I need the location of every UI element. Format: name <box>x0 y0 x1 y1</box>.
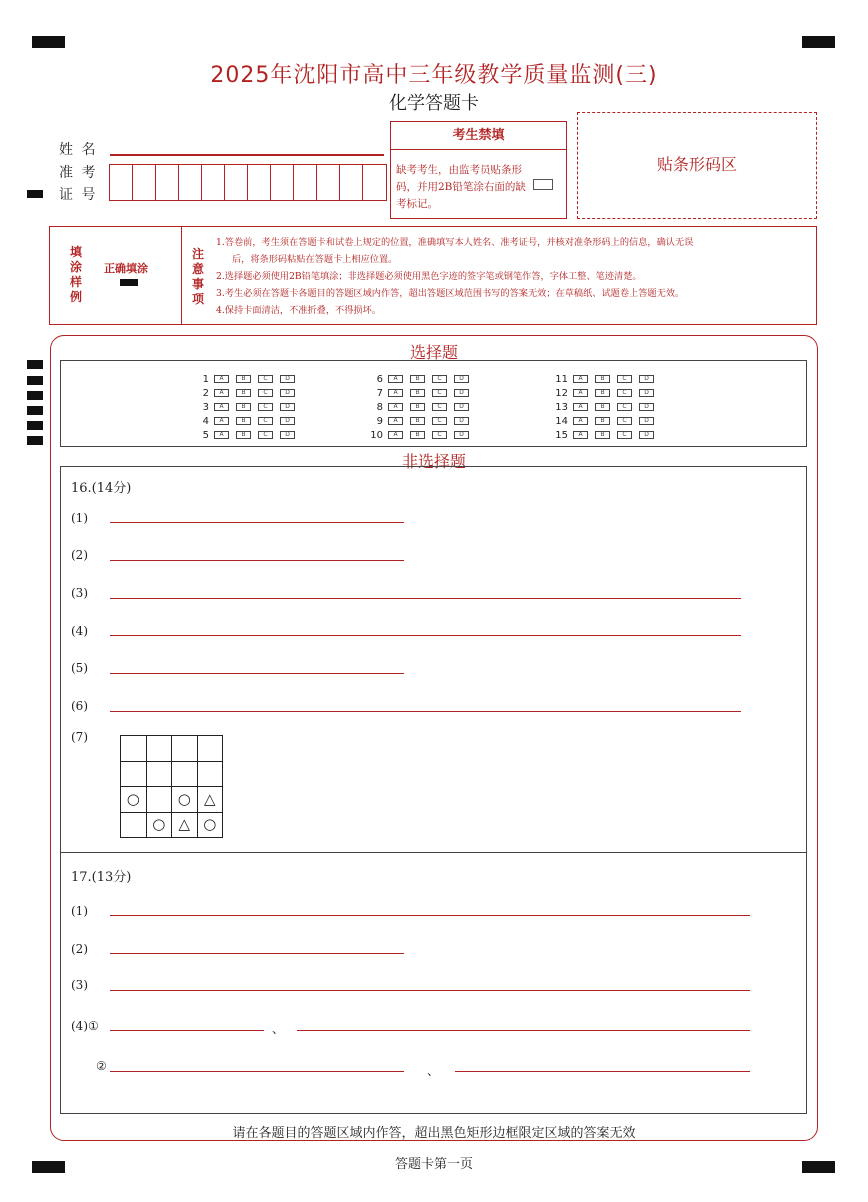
mc-number: 9 <box>376 415 383 427</box>
barcode-area: 贴条形码区 <box>577 112 817 219</box>
mc-option[interactable]: B <box>236 431 251 439</box>
notes-divider <box>181 227 182 324</box>
mc-option[interactable]: D <box>639 417 654 425</box>
answer-separator: 、 <box>427 1064 440 1078</box>
grid-cell[interactable] <box>172 761 198 787</box>
mc-option[interactable]: D <box>280 375 295 383</box>
mc-option[interactable]: D <box>454 389 469 397</box>
q16-part-label: (5) <box>71 661 88 675</box>
mc-number: 8 <box>376 401 383 413</box>
grid-cell[interactable] <box>172 736 198 762</box>
answer-separator: 、 <box>272 1022 285 1036</box>
q17-answer-line[interactable] <box>110 915 750 916</box>
corner-mark-top-right <box>802 36 835 48</box>
q17-answer-line[interactable] <box>110 1071 404 1072</box>
mc-number: 11 <box>555 373 568 385</box>
forbidden-title: 考生禁填 <box>391 122 566 150</box>
q16-answer-line[interactable] <box>110 560 404 561</box>
exam-no-cell[interactable] <box>248 165 271 200</box>
mc-option[interactable]: A <box>388 417 403 425</box>
mc-option[interactable]: D <box>454 403 469 411</box>
mc-option[interactable]: B <box>236 375 251 383</box>
mc-option[interactable]: A <box>573 389 588 397</box>
mc-option[interactable]: B <box>236 417 251 425</box>
side-mark <box>27 421 43 430</box>
notes-box <box>49 226 817 325</box>
mc-option[interactable]: D <box>280 403 295 411</box>
grid-cell[interactable]: ○ <box>172 787 198 813</box>
exam-no-cell[interactable] <box>340 165 363 200</box>
grid-cell[interactable]: ○ <box>121 787 147 813</box>
mc-option[interactable]: D <box>639 431 654 439</box>
mc-number: 15 <box>555 429 568 441</box>
mc-option[interactable]: D <box>280 431 295 439</box>
grid-cell[interactable]: △ <box>197 787 223 813</box>
mc-row <box>195 372 302 386</box>
grid-cell[interactable] <box>121 761 147 787</box>
mc-option[interactable]: C <box>617 431 632 439</box>
q17-part-label: (4)① <box>71 1019 99 1033</box>
grid-cell[interactable] <box>121 736 147 762</box>
mc-number: 14 <box>555 415 568 427</box>
correct-fill-sample <box>120 279 138 286</box>
mc-option[interactable]: C <box>432 403 447 411</box>
mc-option[interactable]: B <box>410 417 425 425</box>
mc-option[interactable]: A <box>573 375 588 383</box>
mc-number: 12 <box>555 387 568 399</box>
q16-answer-line[interactable] <box>110 598 741 599</box>
mc-number: 4 <box>202 415 209 427</box>
q16-answer-line[interactable] <box>110 673 404 674</box>
exam-no-cell[interactable] <box>271 165 294 200</box>
question-separator <box>60 852 807 853</box>
q17-part-label: (1) <box>71 904 88 918</box>
mc-option[interactable]: C <box>432 389 447 397</box>
mc-option[interactable]: B <box>236 403 251 411</box>
mc-option[interactable]: B <box>595 431 610 439</box>
correct-fill-label: 正确填涂 <box>104 262 148 275</box>
mc-option[interactable]: A <box>388 389 403 397</box>
mc-option[interactable]: D <box>639 389 654 397</box>
notice-item: 3.考生必须在答题卡各题目的答题区域内作答，超出答题区域范围书写的答案无效；在草稿纸、试题卷上答题无效。 <box>216 288 685 299</box>
mc-column <box>369 372 476 442</box>
mc-option[interactable]: A <box>388 375 403 383</box>
mc-option[interactable]: A <box>214 389 229 397</box>
mc-row <box>195 400 302 414</box>
absence-mark[interactable] <box>533 179 553 190</box>
mc-number: 6 <box>376 373 383 385</box>
q17-answer-line[interactable] <box>110 1030 264 1031</box>
mc-option[interactable]: D <box>454 417 469 425</box>
q16-grid <box>120 735 223 838</box>
mc-option[interactable]: B <box>410 431 425 439</box>
q16-part-label: (2) <box>71 548 88 562</box>
corner-mark-top-left <box>32 36 65 48</box>
q16-answer-line[interactable] <box>110 522 404 523</box>
side-mark <box>27 391 43 400</box>
mc-option[interactable]: C <box>258 375 273 383</box>
mc-option[interactable]: B <box>236 389 251 397</box>
mc-option[interactable]: A <box>214 431 229 439</box>
examinee-forbidden-box <box>390 121 567 219</box>
mc-row <box>369 414 476 428</box>
grid-cell[interactable] <box>146 761 172 787</box>
exam-no-cell[interactable] <box>225 165 248 200</box>
mc-row <box>550 428 661 442</box>
mc-row <box>369 386 476 400</box>
mc-number: 2 <box>202 387 209 399</box>
mc-option[interactable]: D <box>639 403 654 411</box>
page-subtitle: 化学答题卡 <box>389 93 479 114</box>
q16-part-label: (4) <box>71 624 88 638</box>
name-label: 姓 名 <box>59 142 98 158</box>
exam-no-label: 准 考 <box>59 165 98 181</box>
mc-column <box>195 372 302 442</box>
q17-part-label: (3) <box>71 978 88 992</box>
side-mark <box>27 376 43 385</box>
grid-cell[interactable]: ○ <box>146 812 172 838</box>
mc-option[interactable]: B <box>410 403 425 411</box>
mc-option[interactable]: C <box>617 375 632 383</box>
q16-part-label: (3) <box>71 586 88 600</box>
side-mark <box>27 406 43 415</box>
q16-header: 16.(14分) <box>71 481 132 496</box>
notice-item: 2.选择题必须使用2B铅笔填涂；非选择题必须使用黑色字迹的签字笔或钢笔作答，字体工整、笔迹清楚。 <box>216 271 642 282</box>
notice-item: 后，将条形码粘贴在答题卡上相应位置。 <box>232 254 398 265</box>
q16-answer-line[interactable] <box>110 711 741 712</box>
q17-part-label: ② <box>96 1059 107 1073</box>
mc-option[interactable]: D <box>280 389 295 397</box>
side-mark <box>27 190 43 198</box>
grid-cell[interactable] <box>197 761 223 787</box>
mc-option[interactable]: A <box>214 403 229 411</box>
mc-option[interactable]: A <box>388 431 403 439</box>
mc-option[interactable]: C <box>617 417 632 425</box>
exam-no-cell[interactable] <box>110 165 133 200</box>
mc-option[interactable]: D <box>454 375 469 383</box>
sample-label: 填涂样例 <box>70 245 83 304</box>
mc-option[interactable]: B <box>595 375 610 383</box>
q17-answer-line[interactable] <box>455 1071 750 1072</box>
mc-option[interactable]: A <box>573 417 588 425</box>
q17-answer-line[interactable] <box>297 1030 750 1031</box>
notice-item: 1.答卷前，考生须在答题卡和试卷上规定的位置，准确填写本人姓名、准考证号，并核对准条形码上的信息，确认无误 <box>216 237 694 248</box>
mc-option[interactable]: C <box>258 403 273 411</box>
mc-option[interactable]: C <box>258 389 273 397</box>
mc-option[interactable]: D <box>454 431 469 439</box>
mc-option[interactable]: D <box>280 417 295 425</box>
exam-no-cell[interactable] <box>179 165 202 200</box>
mc-option[interactable]: B <box>595 389 610 397</box>
side-mark <box>27 436 43 445</box>
mc-option[interactable]: B <box>410 389 425 397</box>
q17-answer-line[interactable] <box>110 953 404 954</box>
notice-item: 4.保持卡面清洁，不准折叠，不得损坏。 <box>216 305 381 316</box>
mc-option[interactable]: A <box>388 403 403 411</box>
exam-no-cell[interactable] <box>156 165 179 200</box>
q16-part-label: (7) <box>71 730 88 744</box>
mc-row <box>369 428 476 442</box>
mc-row <box>550 386 661 400</box>
grid-cell[interactable]: ○ <box>197 812 223 838</box>
q17-header: 17.(13分) <box>71 870 132 885</box>
mc-number: 7 <box>376 387 383 399</box>
exam-no-cell[interactable] <box>363 165 386 200</box>
mc-option[interactable]: A <box>214 375 229 383</box>
grid-cell[interactable] <box>146 787 172 813</box>
mc-row <box>550 400 661 414</box>
mc-option[interactable]: A <box>573 403 588 411</box>
q16-answer-line[interactable] <box>110 635 741 636</box>
mc-option[interactable]: B <box>410 375 425 383</box>
exam-no-cell[interactable] <box>294 165 317 200</box>
mc-option[interactable]: C <box>617 403 632 411</box>
mc-number: 13 <box>555 401 568 413</box>
mc-option[interactable]: C <box>258 431 273 439</box>
mc-column <box>550 372 661 442</box>
mc-row <box>550 372 661 386</box>
mc-option[interactable]: A <box>214 417 229 425</box>
forbidden-text: 缺考考生，由监考员贴条形码，并用2B铅笔涂右面的缺考标记。 <box>396 164 526 210</box>
page-title: 2025年沈阳市高中三年级教学质量监测(三) <box>210 63 658 88</box>
mc-number: 10 <box>370 429 383 441</box>
q16-part-label: (1) <box>71 511 88 525</box>
mc-option[interactable]: C <box>432 375 447 383</box>
q17-answer-line[interactable] <box>110 990 750 991</box>
name-field[interactable] <box>110 154 384 156</box>
mc-option[interactable]: D <box>639 375 654 383</box>
mc-option[interactable]: C <box>432 417 447 425</box>
mc-row <box>195 386 302 400</box>
non-mc-section-title: 非选择题 <box>401 452 466 471</box>
grid-cell[interactable] <box>197 736 223 762</box>
mc-row <box>195 428 302 442</box>
notice-label: 注意事项 <box>192 247 205 306</box>
mc-row <box>195 414 302 428</box>
mc-number: 5 <box>202 429 209 441</box>
mc-row <box>369 400 476 414</box>
exam-no-grid[interactable] <box>109 164 387 201</box>
q17-part-label: (2) <box>71 942 88 956</box>
exam-no-cell[interactable] <box>202 165 225 200</box>
mc-option[interactable]: B <box>595 417 610 425</box>
mc-row <box>369 372 476 386</box>
mc-row <box>550 414 661 428</box>
mc-number: 1 <box>202 373 209 385</box>
footer-warning: 请在各题目的答题区域内作答，超出黑色矩形边框限定区域的答案无效 <box>232 1126 636 1141</box>
mc-option[interactable]: C <box>258 417 273 425</box>
page-number: 答题卡第一页 <box>394 1157 473 1172</box>
notice-items <box>216 234 814 319</box>
exam-no-label: 证 号 <box>59 187 98 203</box>
grid-cell[interactable] <box>146 736 172 762</box>
exam-no-cell[interactable] <box>133 165 156 200</box>
mc-option[interactable]: B <box>595 403 610 411</box>
mc-option[interactable]: C <box>617 389 632 397</box>
mc-option[interactable]: A <box>573 431 588 439</box>
q16-part-label: (6) <box>71 699 88 713</box>
exam-no-cell[interactable] <box>317 165 340 200</box>
mc-option[interactable]: C <box>432 431 447 439</box>
mc-section-title: 选择题 <box>409 343 458 362</box>
mc-number: 3 <box>202 401 209 413</box>
grid-cell[interactable] <box>121 812 147 838</box>
grid-cell[interactable]: △ <box>172 812 198 838</box>
